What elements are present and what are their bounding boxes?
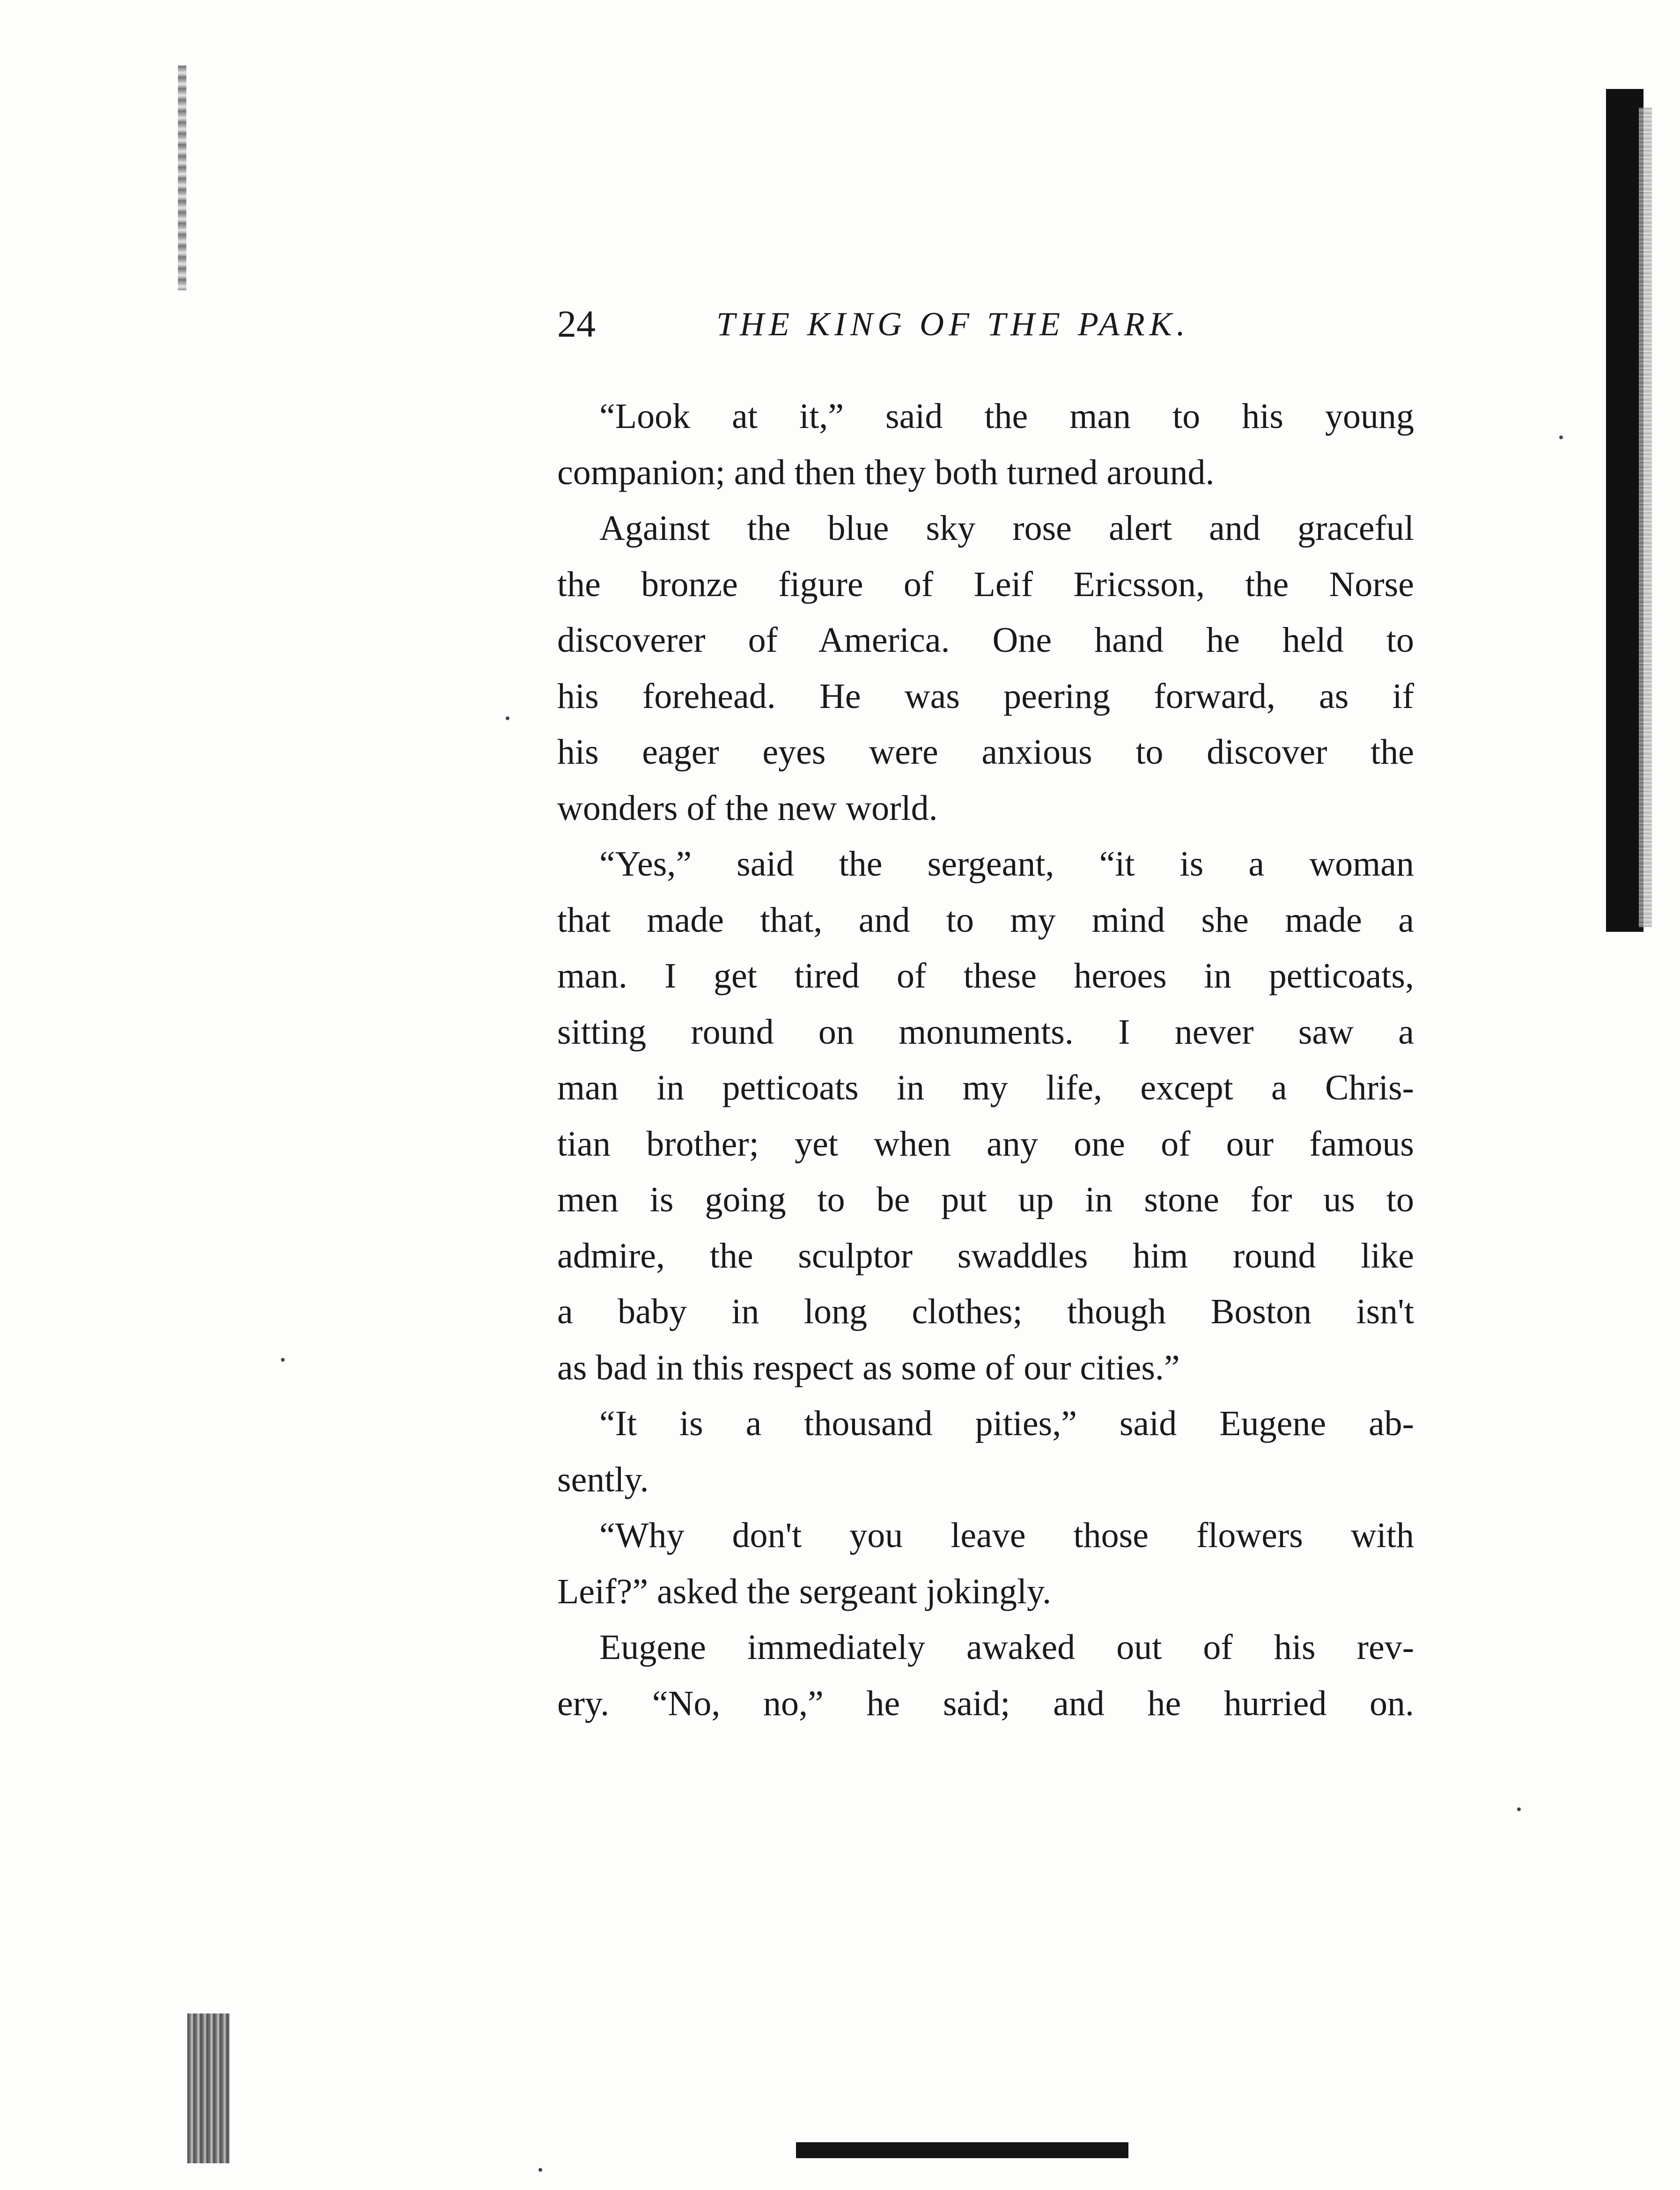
scan-bottom-mark (796, 2142, 1128, 2158)
text-line: as bad in this respect as some of our cities.” (557, 1348, 1180, 1387)
text-line: the bronze figure of Leif Ericsson, the Norse (557, 564, 1414, 604)
text-line: Eugene immediately awaked out of his rev- (599, 1628, 1414, 1667)
text-line: that made that, and to my mind she made a (557, 900, 1414, 940)
text-line: discoverer of America. One hand he held to (557, 620, 1414, 660)
text-line: companion; and then they both turned around. (557, 452, 1215, 492)
running-head (557, 302, 1414, 354)
scan-speck (538, 2168, 542, 2172)
text-line: sitting round on monuments. I never saw a (557, 1012, 1414, 1052)
scan-speck (1559, 435, 1563, 439)
scan-edge-shadow-bottom (187, 2013, 229, 2163)
text-line: admire, the sculptor swaddles him round like (557, 1236, 1414, 1276)
text-line: man in petticoats in my life, except a Chris- (557, 1068, 1414, 1107)
text-line: man. I get tired of these heroes in petticoats, (557, 956, 1414, 995)
text-line: Leif?” asked the sergeant jokingly. (557, 1571, 1052, 1611)
scan-speck (1517, 1807, 1521, 1811)
text-line: a baby in long clothes; though Boston isn't (557, 1292, 1414, 1331)
text-line: sently. (557, 1460, 649, 1499)
body-text (557, 389, 1414, 1732)
text-line: “Yes,” said the sergeant, “it is a woman (599, 844, 1414, 884)
text-line: his forehead. He was peering forward, as if (557, 676, 1414, 716)
scan-speck (506, 716, 509, 720)
page-number: 24 (557, 302, 596, 345)
text-line: Against the blue sky rose alert and graceful (599, 509, 1414, 548)
text-line: “It is a thousand pities,” said Eugene ab- (599, 1404, 1414, 1443)
text-line: “Why don't you leave those flowers with (599, 1516, 1414, 1555)
scan-edge-shadow (178, 66, 186, 290)
scan-binding-shadow (1606, 89, 1643, 932)
text-line: “Look at it,” said the man to his young (599, 397, 1414, 436)
text-line: tian brother; yet when any one of our famous (557, 1124, 1414, 1164)
text-line: men is going to be put up in stone for us to (557, 1180, 1414, 1219)
running-title: THE KING OF THE PARK. (716, 305, 1190, 343)
text-line: ery. “No, no,” he said; and he hurried on. (557, 1683, 1414, 1723)
text-line: wonders of the new world. (557, 788, 938, 828)
text-line: his eager eyes were anxious to discover the (557, 732, 1414, 772)
scan-speck (281, 1358, 285, 1362)
scan-binding-texture (1639, 108, 1652, 927)
